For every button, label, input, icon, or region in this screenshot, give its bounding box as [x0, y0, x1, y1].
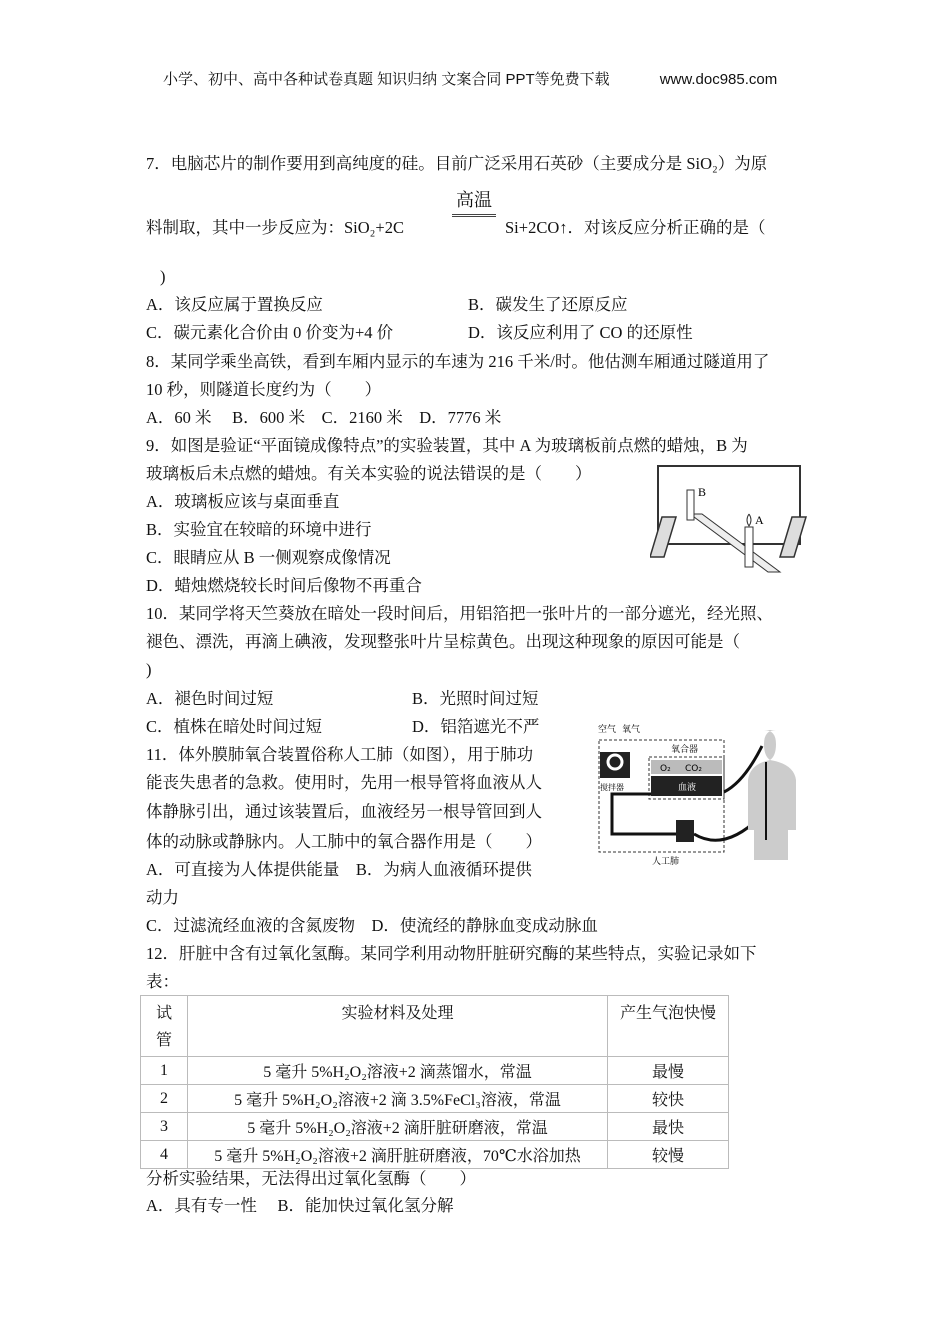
- q8-option-d: D．7776 米: [419, 408, 502, 427]
- table-row: [141, 1141, 729, 1169]
- header-text: 小学、初中、高中各种试卷真题 知识归纳 文案合同 PPT等免费下载: [163, 71, 610, 88]
- header-bubble-speed: 产生气泡快慢: [608, 996, 729, 1057]
- label-o2: O₂: [660, 764, 671, 774]
- cell: 最慢: [608, 1057, 729, 1085]
- q12-line1: 12．肝脏中含有过氧化氢酶。某同学利用动物肝脏研究酶的某些特点，实验记录如下: [146, 944, 757, 963]
- cell: 5 毫升 5%H₂O₂溶液+2 滴蒸馏水，常温: [188, 1057, 608, 1085]
- table-header-row: [141, 996, 729, 1057]
- q10-line3: ): [146, 660, 152, 679]
- table-row: [141, 1085, 729, 1113]
- q8-line1: 8．某同学乘坐高铁，看到车厢内显示的车速为 216 千米/时。他估测车厢通过隧道用了: [146, 352, 770, 371]
- q11-line7: C．过滤流经血液的含氮废物 D．使流经的静脉血变成动脉血: [146, 916, 598, 935]
- q9-option-c: C．眼睛应从 B 一侧观察成像情况: [146, 548, 391, 567]
- label-b: B: [698, 485, 707, 499]
- cell: 5 毫升 5%H₂O₂溶液+2 滴 3.5%FeCl₃溶液，常温: [188, 1085, 608, 1113]
- q7-line2a: 料制取，其中一步反应为：SiO₂+2C: [146, 218, 404, 237]
- q7-option-c: C．碳元素化合价由 0 价变为+4 价: [146, 323, 394, 342]
- label-a: A: [755, 513, 764, 527]
- table-row: [141, 1057, 729, 1085]
- cell: 2: [141, 1085, 188, 1113]
- q11-line3: 体静脉引出，通过该装置后，血液经另一根导管回到人: [146, 802, 542, 821]
- cell: 5 毫升 5%H₂O₂溶液+2 滴肝脏研磨液，常温: [188, 1113, 608, 1141]
- label-stirrer: 搅拌器: [600, 783, 624, 792]
- header-material: 实验材料及处理: [188, 996, 608, 1057]
- header-url: www.doc985.com: [659, 71, 778, 88]
- q9-line1: 9．如图是验证“平面镜成像特点”的实验装置，其中 A 为玻璃板前点燃的蜡烛，B 为: [146, 436, 748, 455]
- q7-option-a: A．该反应属于置换反应: [146, 295, 323, 314]
- q7-option-d: D．该反应利用了 CO 的还原性: [468, 323, 693, 342]
- reaction-condition: 高温: [452, 186, 496, 217]
- label-air: 空气: [598, 725, 617, 735]
- cell: 5 毫升 5%H₂O₂溶液+2 滴肝脏研磨液，70℃水浴加热: [188, 1141, 608, 1169]
- q11-line1: 11．体外膜肺氧合装置俗称人工肺（如图），用于肺功: [146, 745, 534, 764]
- q8-option-b: B．600 米: [232, 408, 306, 427]
- q10-option-d: D．铝箔遮光不严: [412, 717, 540, 736]
- q10-option-a: A．褪色时间过短: [146, 689, 274, 708]
- header-text: 试管: [156, 1005, 173, 1049]
- cell: 4: [141, 1141, 188, 1169]
- cell: 最快: [608, 1113, 729, 1141]
- q10-line1: 10．某同学将天竺葵放在暗处一段时间后，用铝箔把一张叶片的一部分遮光，经光照、: [146, 604, 773, 623]
- label-oxygen: 氧气: [622, 725, 641, 735]
- q9-option-d: D．蜡烛燃烧较长时间后像物不再重合: [146, 576, 422, 595]
- q11-line2: 能丧失患者的急救。使用时，先用一根导管将血液从人: [146, 773, 542, 792]
- cell: 较慢: [608, 1141, 729, 1169]
- q11-line4: 体的动脉或静脉内。人工肺中的氧合器作用是（ ）: [146, 832, 542, 851]
- cell: 较快: [608, 1085, 729, 1113]
- q9-option-a: A．玻璃板应该与桌面垂直: [146, 492, 340, 511]
- q9-option-b: B．实验宜在较暗的环境中进行: [146, 520, 372, 539]
- q9-line2: 玻璃板后未点燃的蜡烛。有关本实验的说法错误的是（ ）: [146, 464, 592, 483]
- experiment-table: [140, 995, 729, 1169]
- q12-after: 分析实验结果，无法得出过氧化氢酶（ ）: [146, 1169, 476, 1188]
- q7-option-b: B．碳发生了还原反应: [468, 295, 628, 314]
- table-row: [141, 1113, 729, 1141]
- header-tube: [141, 996, 188, 1057]
- q7-line1: 7．电脑芯片的制作要用到高纯度的硅。目前广泛采用石英砂（主要成分是 SiO₂）为原: [146, 154, 768, 173]
- q8-options: [146, 407, 501, 429]
- q7-line2b: Si+2CO↑．对该反应分析正确的是（: [505, 218, 766, 237]
- label-blood: 血液: [678, 783, 697, 793]
- q8-option-a: A．60 米: [146, 408, 212, 427]
- q12-line2: 表：: [146, 972, 179, 991]
- mirror-experiment-figure: [650, 462, 810, 580]
- label-artificial-lung: 人工肺: [652, 857, 680, 867]
- q10-line2: 褪色、漂洗，再滴上碘液，发现整张叶片呈棕黄色。出现这种现象的原因可能是（: [146, 632, 740, 651]
- q8-option-c: C．2160 米: [321, 408, 403, 427]
- q11-line6: 动力: [146, 888, 179, 907]
- cell: 1: [141, 1057, 188, 1085]
- q11-line5: A．可直接为人体提供能量 B．为病人血液循环提供: [146, 860, 532, 879]
- q12-option-b: B．能加快过氧化氢分解: [277, 1196, 454, 1215]
- q7-line3: ): [160, 267, 166, 286]
- q12-option-a: A．具有专一性: [146, 1196, 257, 1215]
- label-oxygenator: 氧合器: [671, 745, 699, 755]
- cell: 3: [141, 1113, 188, 1141]
- q12-options: [146, 1195, 454, 1217]
- page-header: [163, 68, 777, 89]
- label-co2: CO₂: [685, 764, 702, 774]
- q8-line2: 10 秒，则隧道长度约为（ ）: [146, 380, 382, 399]
- artificial-lung-figure: [594, 722, 810, 870]
- q10-option-c: C．植株在暗处时间过短: [146, 717, 323, 736]
- q10-option-b: B．光照时间过短: [412, 689, 539, 708]
